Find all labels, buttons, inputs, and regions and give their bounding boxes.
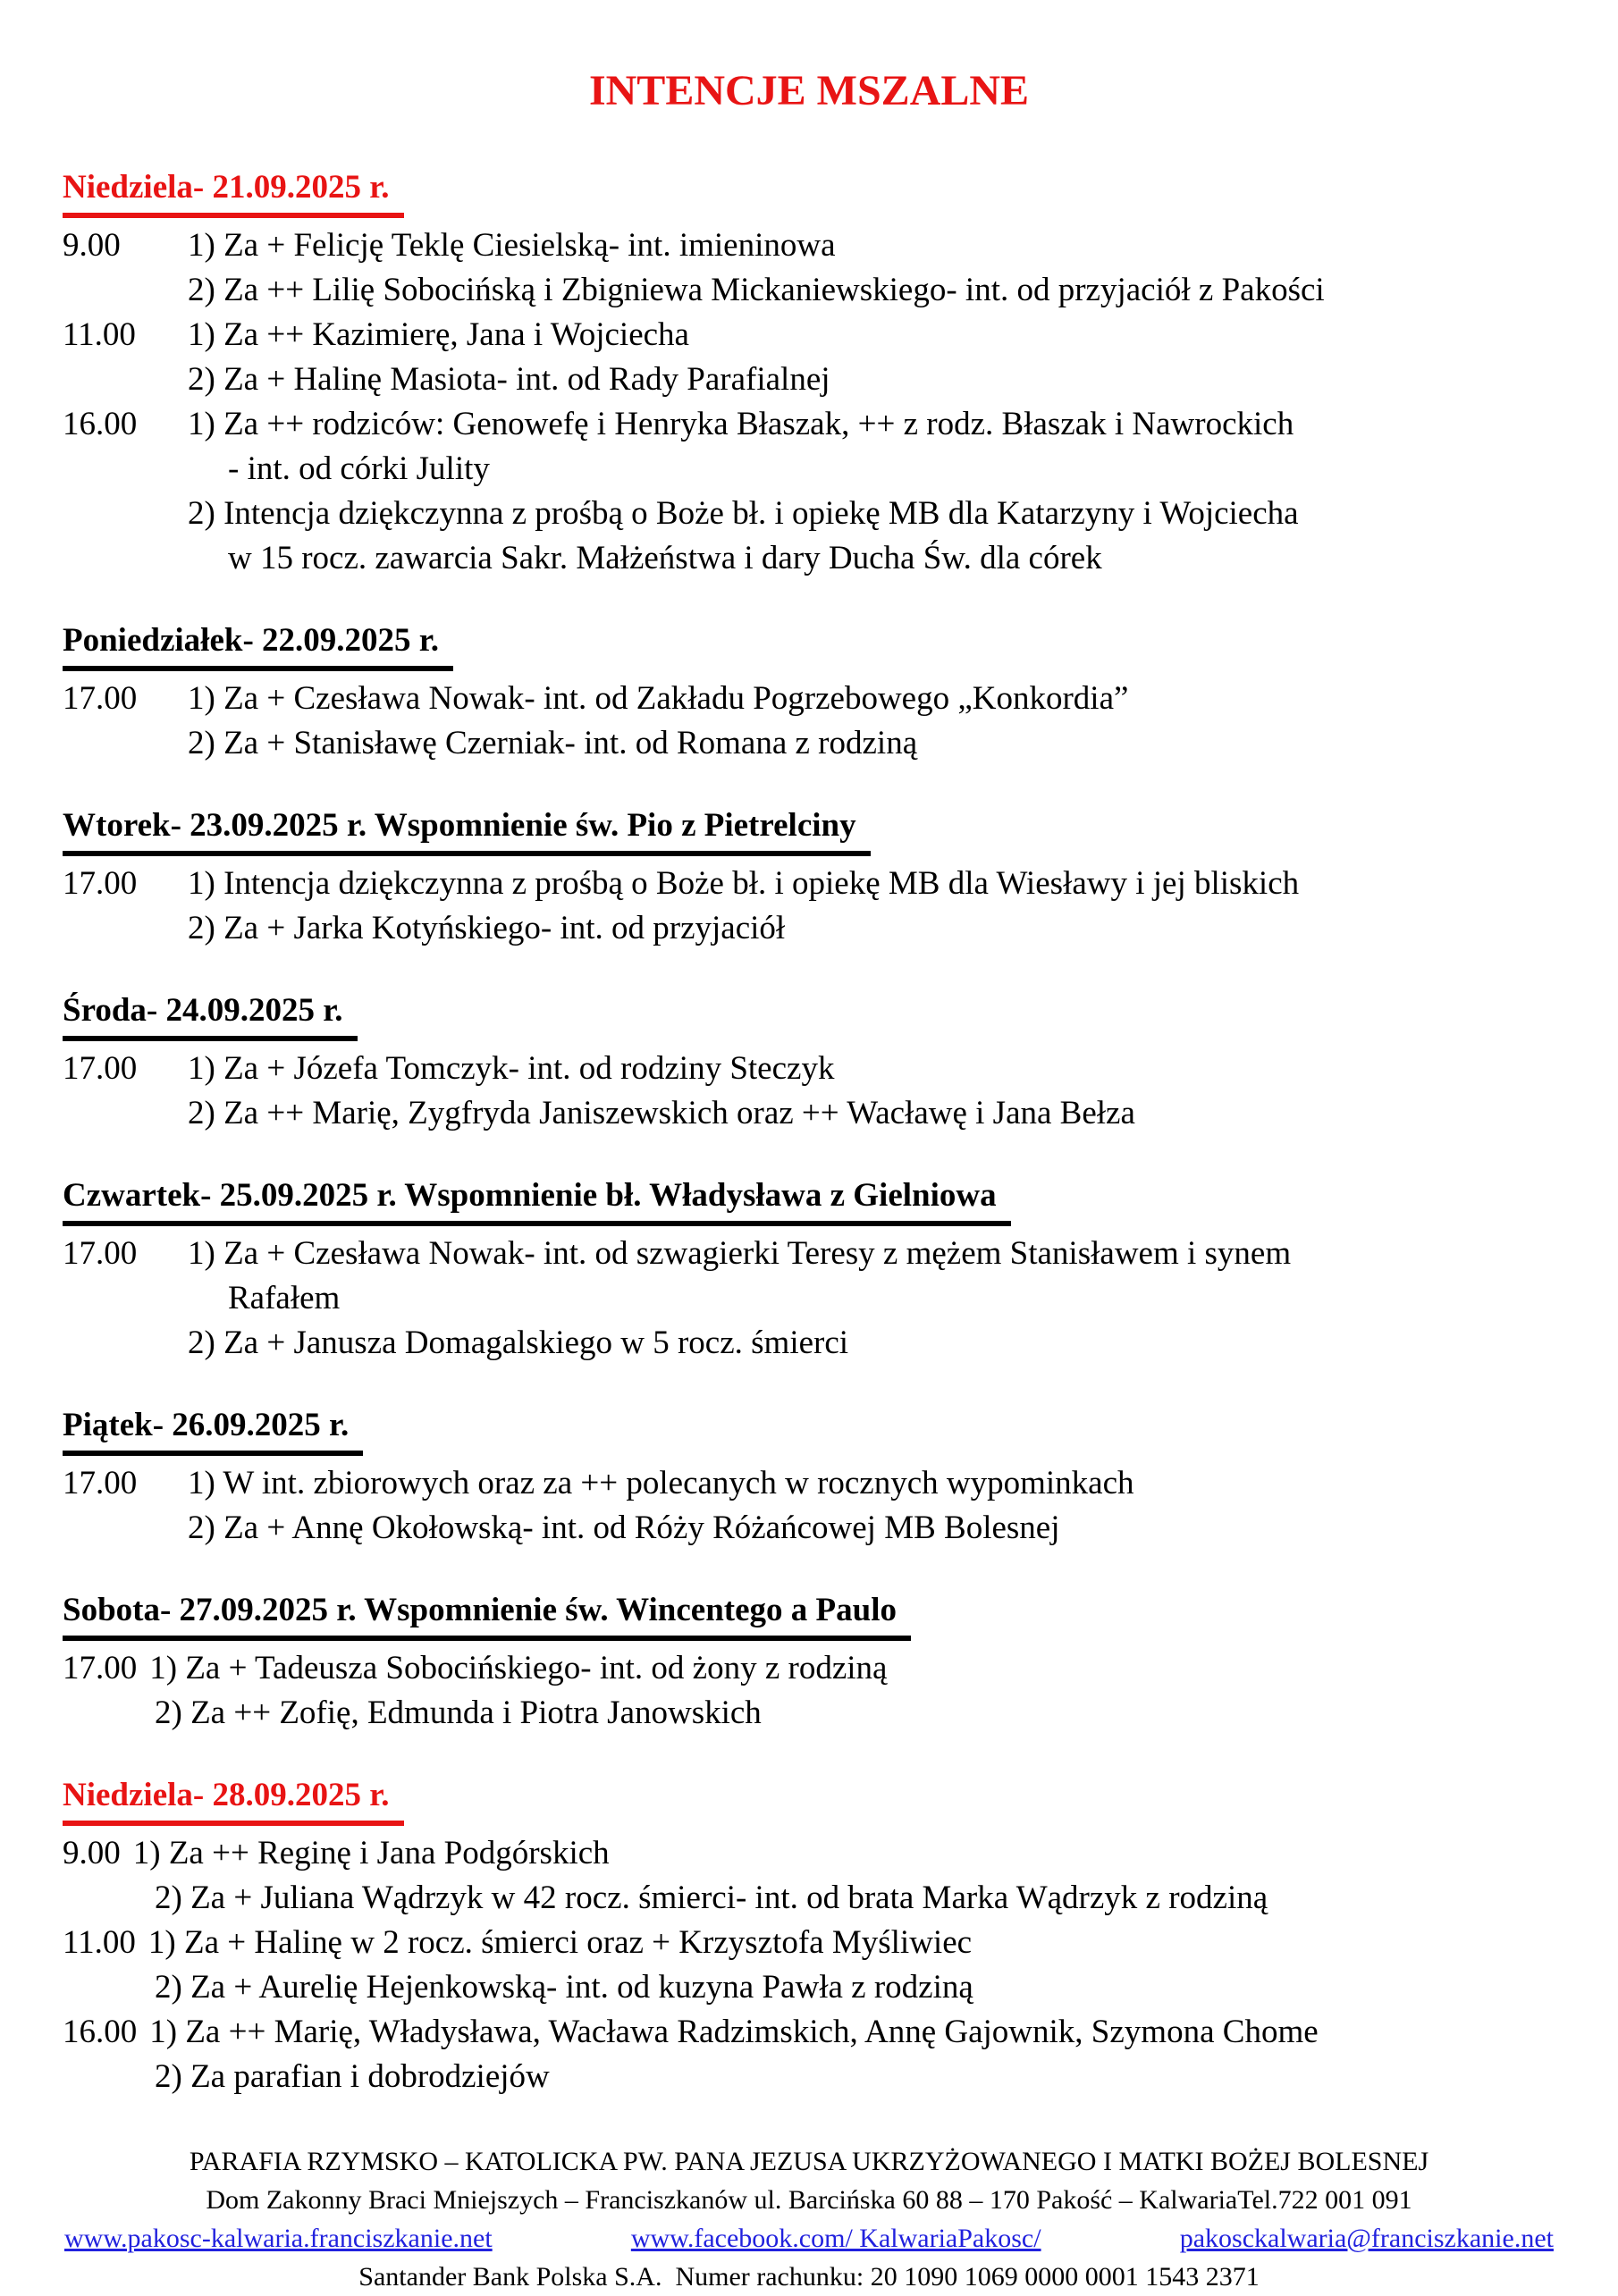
intention-row (188, 1321, 1555, 1366)
intention-row (228, 536, 1555, 581)
intention-text: 2) Za + Annę Okołowską- int. od Róży Różańcowej MB Bolesnej (188, 1510, 1060, 1546)
mass-time: 17.00 (63, 1050, 138, 1087)
section-header (63, 618, 1555, 671)
section-header-text: Niedziela- 21.09.2025 r. (63, 165, 404, 218)
mass-time: 9.00 (63, 227, 121, 264)
section-header-text: Niedziela- 28.09.2025 r. (63, 1773, 404, 1826)
intention-text: 1) Za + Czesława Nowak- int. od Zakładu Pogrzebowego „Konkordia” (188, 680, 1129, 717)
bank-account: Santander Bank Polska S.A. Numer rachunku: 20 1090 1069 0000 0001 1543 2371 (358, 2262, 1260, 2292)
intention-text: 1) Za + Tadeusza Sobocińskiego- int. od żony z rodziną (149, 1650, 888, 1686)
section-header (63, 1773, 1555, 1826)
intention-row (228, 1276, 1555, 1321)
intention-text: 2) Intencja dziękczynna z prośbą o Boże bł. i opiekę MB dla Katarzyny i Wojciecha (188, 495, 1299, 532)
section-header (63, 1588, 1555, 1641)
section-header (63, 988, 1555, 1041)
intention-row (63, 2010, 1555, 2055)
intention-text: 1) Za ++ Marię, Władysława, Wacława Radzimskich, Annę Gajownik, Szymona Chome (149, 2014, 1319, 2050)
intention-text: 1) Za ++ Kazimierę, Jana i Wojciecha (188, 316, 689, 353)
intention-text: 1) Za + Czesława Nowak- int. od szwagierki Teresy z mężem Stanisławem i synem (188, 1235, 1292, 1272)
intention-text: 2) Za + Aurelię Hejenkowską- int. od kuzyna Pawła z rodziną (155, 1969, 973, 2006)
intention-row (63, 862, 1555, 906)
intention-row (155, 1691, 1555, 1736)
intention-row (63, 677, 1555, 721)
mass-time: 16.00 (63, 406, 138, 442)
page-title: INTENCJE MSZALNE (588, 67, 1030, 114)
intention-row (188, 906, 1555, 951)
intention-text: 1) Za + Józefa Tomczyk- int. od rodziny Steczyk (188, 1050, 835, 1087)
intention-row (188, 1091, 1555, 1136)
mass-time: 17.00 (63, 1235, 138, 1272)
section-header-text: Piątek- 26.09.2025 r. (63, 1403, 363, 1456)
intention-row (63, 1461, 1555, 1506)
intention-row (188, 1506, 1555, 1551)
day-section (63, 1173, 1555, 1366)
section-header-text: Czwartek- 25.09.2025 r. Wspomnienie bł. Władysława z Gielniowa (63, 1173, 1011, 1226)
day-section (63, 1588, 1555, 1736)
intention-text: w 15 rocz. zawarcia Sakr. Małżeństwa i dary Ducha Św. dla córek (228, 540, 1102, 576)
mass-time: 17.00 (63, 1650, 138, 1686)
parish-name: PARAFIA RZYMSKO – KATOLICKA PW. PANA JEZUSA UKRZYŻOWANEGO I MATKI BOŻEJ BOLESNEJ (189, 2147, 1429, 2176)
mass-time: 17.00 (63, 1465, 138, 1501)
day-section (63, 988, 1555, 1136)
intention-row (63, 1232, 1555, 1276)
intention-text: 1) W int. zbiorowych oraz za ++ polecanych w rocznych wypominkach (188, 1465, 1134, 1501)
intention-text: 2) Za + Janusza Domagalskiego w 5 rocz. śmierci (188, 1325, 849, 1361)
footer (63, 2142, 1555, 2296)
day-section (63, 165, 1555, 581)
intention-row (188, 357, 1555, 402)
section-header (63, 803, 1555, 856)
intention-text: Rafałem (228, 1280, 341, 1316)
email-link[interactable]: pakosckalwaria@franciszkanie.net (1179, 2224, 1554, 2253)
intention-text: 2) Za + Halinę Masiota- int. od Rady Parafialnej (188, 361, 830, 398)
intention-row (63, 223, 1555, 268)
intention-row (188, 268, 1555, 313)
day-section (63, 1773, 1555, 2099)
intention-text: 2) Za + Stanisławę Czerniak- int. od Romana z rodziną (188, 725, 918, 761)
intention-text: 1) Za ++ rodziców: Genowefę i Henryka Błaszak, ++ z rodz. Błaszak i Nawrockich (188, 406, 1294, 442)
intention-row (155, 1876, 1555, 1921)
section-header-text: Poniedziałek- 22.09.2025 r. (63, 618, 453, 671)
intention-text: 1) Intencja dziękczynna z prośbą o Boże bł. i opiekę MB dla Wiesławy i jej bliskich (188, 865, 1300, 902)
parish-address: Dom Zakonny Braci Mniejszych – Franciszkanów ul. Barcińska 60 88 – 170 Pakość – KalwariaTel.722 001 091 (206, 2185, 1412, 2215)
intention-row (188, 492, 1555, 536)
day-section (63, 618, 1555, 766)
intention-row (155, 1965, 1555, 2010)
intention-text: 2) Za parafian i dobrodziejów (155, 2058, 550, 2095)
intention-row (63, 402, 1555, 447)
section-header-text: Środa- 24.09.2025 r. (63, 988, 358, 1041)
intention-text: 2) Za ++ Lilię Sobocińską i Zbigniewa Mickaniewskiego- int. od przyjaciół z Pakości (188, 272, 1325, 308)
day-section (63, 803, 1555, 951)
intention-text: 1) Za + Halinę w 2 rocz. śmierci oraz + Krzysztofa Myśliwiec (147, 1924, 973, 1961)
sections-container (63, 165, 1555, 2099)
intention-text: - int. od córki Julity (228, 450, 490, 487)
section-header (63, 165, 1555, 218)
mass-time: 11.00 (63, 1924, 136, 1961)
website-link[interactable]: www.pakosc-kalwaria.franciszkanie.net (64, 2224, 493, 2253)
intention-row (228, 447, 1555, 492)
section-header-text: Wtorek- 23.09.2025 r. Wspomnienie św. Pio z Pietrelciny (63, 803, 871, 856)
section-header (63, 1173, 1555, 1226)
mass-time: 16.00 (63, 2014, 138, 2050)
day-section (63, 1403, 1555, 1551)
section-header-text: Sobota- 27.09.2025 r. Wspomnienie św. Wincentego a Paulo (63, 1588, 911, 1641)
mass-time: 11.00 (63, 316, 136, 353)
mass-time: 17.00 (63, 865, 138, 902)
intention-row (63, 1646, 1555, 1691)
intention-row (63, 313, 1555, 357)
intention-row (155, 2055, 1555, 2099)
intention-row (63, 1921, 1555, 1965)
mass-time: 17.00 (63, 680, 138, 717)
facebook-link[interactable]: www.facebook.com/ KalwariaPakosc/ (630, 2224, 1041, 2253)
intention-row (63, 1047, 1555, 1091)
intention-row (63, 1831, 1555, 1876)
intention-text: 2) Za ++ Zofię, Edmunda i Piotra Janowskich (155, 1695, 762, 1731)
footer-links (63, 2219, 1555, 2258)
intention-text: 1) Za ++ Reginę i Jana Podgórskich (132, 1835, 610, 1871)
intention-text: 1) Za + Felicję Teklę Ciesielską- int. imieninowa (188, 227, 836, 264)
mass-time: 9.00 (63, 1835, 121, 1871)
intention-text: 2) Za + Jarka Kotyńskiego- int. od przyjaciół (188, 910, 786, 946)
section-header (63, 1403, 1555, 1456)
intention-text: 2) Za + Juliana Wądrzyk w 42 rocz. śmierci- int. od brata Marka Wądrzyk z rodziną (155, 1880, 1268, 1916)
intention-text: 2) Za ++ Marię, Zygfryda Janiszewskich oraz ++ Wacławę i Jana Bełza (188, 1095, 1135, 1131)
intention-row (188, 721, 1555, 766)
